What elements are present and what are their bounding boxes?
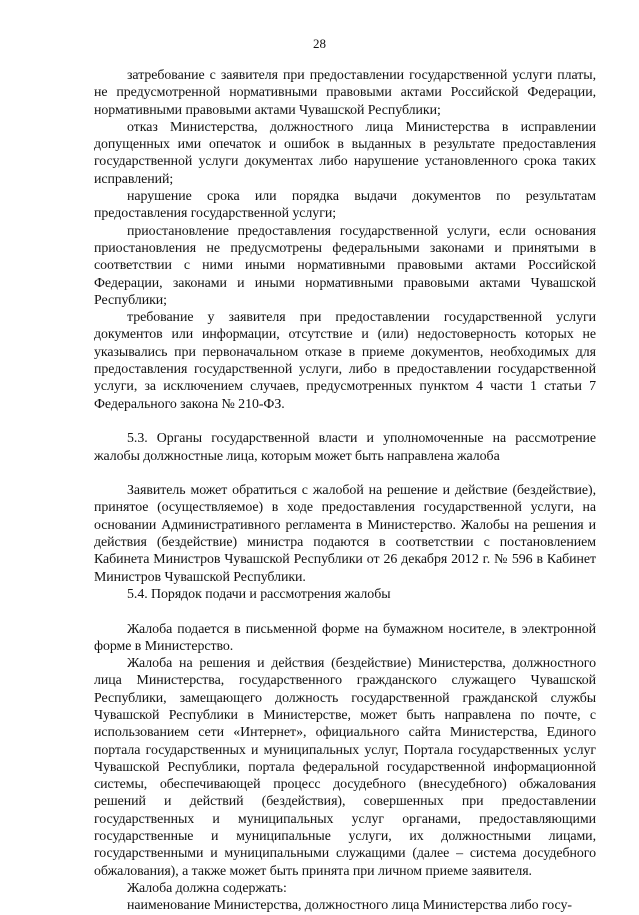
paragraph-complaint-right: Заявитель может обратиться с жалобой на решение и действие (бездействие), принятое (осуществляемое) в ходе предоставления государственной услуги, на основании Административного регламента в Министерство. Жалобы на решения и действия (бездействие) министра подаются в соответствии с постановлением Кабинета Министров Чувашской Республики от 26 декабря 2012 г. № 596 в Кабинет Министров Чувашской Республики. [94,483,596,585]
paragraph-complaint-form: Жалоба подается в письменной форме на бумажном носителе, в электронной форме в Министерство. [94,621,596,654]
paragraph-issuance-violation: нарушение срока или порядка выдачи документов по результатам предоставления государственной услуги; [94,189,596,222]
paragraph-complaint-contents: Жалоба должна содержать: [127,880,287,896]
spacer [94,413,596,430]
paragraph-ministry-name: наименование Министерства, должностного лица Министерства либо госу- [127,898,572,914]
document-body [94,67,596,915]
paragraph-fee-demand: затребование с заявителя при предоставлении государственной услуги платы, не предусмотренной нормативными правовыми актами Российской Федерации, нормативными правовыми актами Чувашской Республики; [94,68,596,118]
paragraph-suspension: приостановление предоставления государственной услуги, если основания приостановления не предусмотрены федеральными законами и принятыми в соответствии с ними иными нормативными правовыми актами Российской Федерации, законами и иными нормативными правовыми актами Чувашской Республики; [94,223,596,308]
section-heading-5-3: 5.3. Органы государственной власти и уполномоченные на рассмотрение жалобы должностные лица, которым может быть направлена жалоба [94,431,596,464]
paragraph-document-requirement: требование у заявителя при предоставлении государственной услуги документов или информации, отсутствие и (или) недостоверность которых не указывались при первоначальном отказе в приеме документов, необходимых для предоставления государственной услуги, либо в предоставлении государственной услуги, за исключением случаев, предусмотренных пунктом 4 части 1 статьи 7 Федерального закона № 210-ФЗ. [94,310,596,412]
paragraph-complaint-channels: Жалоба на решения и действия (бездействие) Министерства, должностного лица Министерства, государственного гражданского служащего Чувашской Республики, замещающего должность государственной гражданской службы Чувашской Республики в Министерстве, может быть направлена по почте, с использованием сети «Интернет», официального сайта Министерства, Единого портала государственных и муниципальных услуг, Портала государственных услуг Чувашской Республики, портала федеральной государственной информационной системы, обеспечивающей процесс досудебного (внесудебного) обжалования решений и действий (бездействия), совершенных при предоставлении государственных и муниципальных услуг органами, предоставляющими государственные и муниципальные услуги, их должностными лицами, государственными и муниципальными служащими (далее – система досудебного обжалования), а также может быть принята при личном приеме заявителя. [94,656,596,879]
page-number: 28 [313,36,326,51]
section-heading-5-4: 5.4. Порядок подачи и рассмотрения жалобы [127,586,391,602]
spacer [94,465,596,482]
spacer [94,603,596,620]
paragraph-correction-refusal: отказ Министерства, должностного лица Министерства в исправлении допущенных ими опечаток и ошибок в выданных в результате предоставления государственной услуги документах либо нарушение установленного срока таких исправлений; [94,119,596,187]
